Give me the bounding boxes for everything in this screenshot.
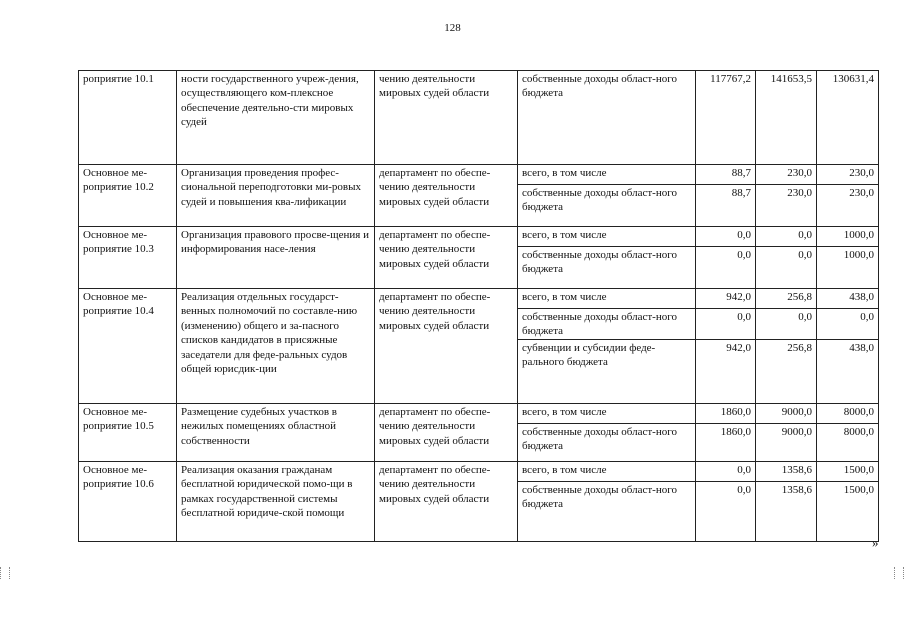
- amount-year-2-cell: 256,8: [756, 339, 817, 403]
- amount-year-3-cell: 438,0: [817, 339, 879, 403]
- funding-source-cell: собственные доходы област-ного бюджета: [518, 309, 696, 340]
- table-row: [79, 165, 879, 185]
- event-cell: роприятие 10.1: [79, 71, 177, 165]
- amount-year-3-cell: 8000,0: [817, 423, 879, 461]
- measure-name-cell: ности государственного учреж-дения, осуществляющего ком-плексное обеспечение деятельно-сти мировых судей: [177, 71, 375, 165]
- measure-name-cell: Организация правового просве-щения и информирования насе-ления: [177, 227, 375, 289]
- right-edge-mark: [894, 567, 904, 579]
- executor-cell: департамент по обеспе-чению деятельности мировых судей области: [375, 227, 518, 289]
- page-number: 128: [444, 22, 461, 34]
- amount-year-3-cell: 230,0: [817, 165, 879, 185]
- event-cell: Основное ме-роприятие 10.6: [79, 461, 177, 541]
- funding-source-cell: всего, в том числе: [518, 227, 696, 247]
- amount-year-2-cell: 0,0: [756, 227, 817, 247]
- table-row: [79, 289, 879, 309]
- amount-year-1-cell: 0,0: [696, 481, 756, 541]
- event-cell: Основное ме-роприятие 10.3: [79, 227, 177, 289]
- amount-year-3-cell: 230,0: [817, 185, 879, 227]
- measure-name-cell: Реализация оказания гражданам бесплатной юридической помо-щи в рамках государственной системы бесплатной юридиче-ской помощи: [177, 461, 375, 541]
- amount-year-3-cell: 8000,0: [817, 403, 879, 423]
- table-row: [79, 461, 879, 481]
- table-row: [79, 71, 879, 165]
- executor-cell: чению деятельности мировых судей области: [375, 71, 518, 165]
- amount-year-1-cell: 0,0: [696, 461, 756, 481]
- amount-year-2-cell: 0,0: [756, 309, 817, 340]
- funding-source-cell: собственные доходы област-ного бюджета: [518, 423, 696, 461]
- amount-year-3-cell: 1500,0: [817, 461, 879, 481]
- funding-source-cell: всего, в том числе: [518, 289, 696, 309]
- amount-year-1-cell: 1860,0: [696, 403, 756, 423]
- amount-year-1-cell: 0,0: [696, 247, 756, 289]
- amount-year-1-cell: 942,0: [696, 339, 756, 403]
- executor-cell: департамент по обеспе-чению деятельности мировых судей области: [375, 165, 518, 227]
- amount-year-2-cell: 9000,0: [756, 423, 817, 461]
- funding-source-cell: собственные доходы област-ного бюджета: [518, 481, 696, 541]
- amount-year-1-cell: 0,0: [696, 227, 756, 247]
- amount-year-3-cell: 1500,0: [817, 481, 879, 541]
- funding-source-cell: субвенции и субсидии феде-рального бюджета: [518, 339, 696, 403]
- amount-year-2-cell: 256,8: [756, 289, 817, 309]
- left-edge-mark: [0, 567, 10, 579]
- measure-name-cell: Размещение судебных участков в нежилых помещениях областной собственности: [177, 403, 375, 461]
- funding-source-cell: всего, в том числе: [518, 461, 696, 481]
- amount-year-1-cell: 0,0: [696, 309, 756, 340]
- table-row: [79, 403, 879, 423]
- amount-year-1-cell: 1860,0: [696, 423, 756, 461]
- amount-year-1-cell: 88,7: [696, 165, 756, 185]
- amount-year-2-cell: 9000,0: [756, 403, 817, 423]
- funding-source-cell: всего, в том числе: [518, 403, 696, 423]
- amount-year-3-cell: 0,0: [817, 309, 879, 340]
- funding-source-cell: всего, в том числе: [518, 165, 696, 185]
- measure-name-cell: Организация проведения профес-сиональной переподготовки ми-ровых судей и повышения ква-лификации: [177, 165, 375, 227]
- event-cell: Основное ме-роприятие 10.5: [79, 403, 177, 461]
- continuation-mark: »: [872, 535, 879, 550]
- event-cell: Основное ме-роприятие 10.2: [79, 165, 177, 227]
- amount-year-2-cell: 1358,6: [756, 481, 817, 541]
- executor-cell: департамент по обеспе-чению деятельности мировых судей области: [375, 403, 518, 461]
- amount-year-3-cell: 1000,0: [817, 227, 879, 247]
- amount-year-3-cell: 1000,0: [817, 247, 879, 289]
- amount-year-1-cell: 942,0: [696, 289, 756, 309]
- amount-year-2-cell: 230,0: [756, 185, 817, 227]
- amount-year-1-cell: 117767,2: [696, 71, 756, 165]
- amount-year-1-cell: 88,7: [696, 185, 756, 227]
- executor-cell: департамент по обеспе-чению деятельности мировых судей области: [375, 461, 518, 541]
- amount-year-2-cell: 1358,6: [756, 461, 817, 481]
- amount-year-2-cell: 141653,5: [756, 71, 817, 165]
- funding-source-cell: собственные доходы област-ного бюджета: [518, 185, 696, 227]
- amount-year-3-cell: 438,0: [817, 289, 879, 309]
- budget-table: [78, 70, 879, 542]
- event-cell: Основное ме-роприятие 10.4: [79, 289, 177, 404]
- measure-name-cell: Реализация отдельных государст-венных полномочий по составле-нию (изменению) общего и за-пасного списков кандидатов в присяжные заседатели для феде-ральных судов общей юрисдик-ции: [177, 289, 375, 404]
- amount-year-2-cell: 0,0: [756, 247, 817, 289]
- funding-source-cell: собственные доходы област-ного бюджета: [518, 247, 696, 289]
- table-body: [79, 71, 879, 542]
- executor-cell: департамент по обеспе-чению деятельности мировых судей области: [375, 289, 518, 404]
- amount-year-2-cell: 230,0: [756, 165, 817, 185]
- amount-year-3-cell: 130631,4: [817, 71, 879, 165]
- funding-source-cell: собственные доходы област-ного бюджета: [518, 71, 696, 165]
- table-row: [79, 227, 879, 247]
